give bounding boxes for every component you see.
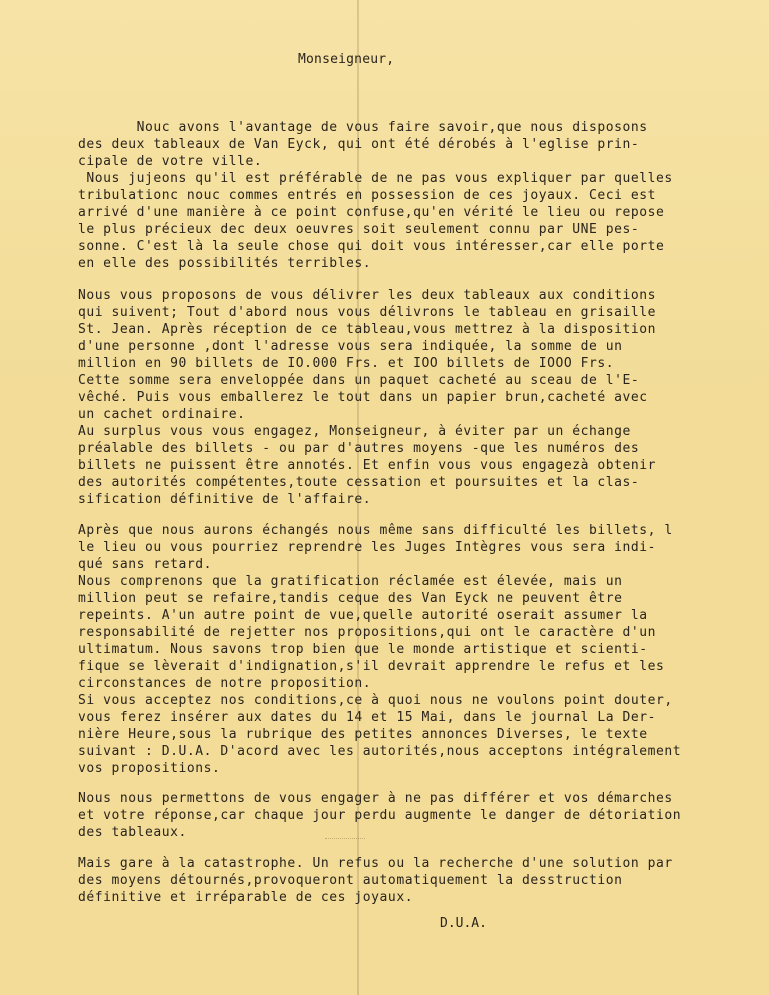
letter-line: le plus précieux dec deux oeuvres soit seulement connu par UNE pes-: [78, 222, 640, 237]
letter-line: sification définitive de l'affaire.: [78, 492, 372, 507]
letter-line: Cette somme sera enveloppée dans un paquet cacheté au sceau de l'E-: [78, 373, 640, 388]
letter-line: Nous comprenons que la gratification réclamée est élevée, mais un: [78, 574, 623, 589]
letter-line: des moyens détournés,provoqueront automatiquement la desstruction: [78, 873, 623, 888]
letter-line: définitive et irréparable de ces joyaux.: [78, 890, 414, 905]
letter-line: Nous vous proposons de vous délivrer les deux tableaux aux conditions: [78, 288, 656, 303]
letter-signature: D.U.A.: [440, 916, 487, 931]
letter-line: fique se lèverait d'indignation,s'il devrait apprendre le refus et les: [78, 659, 665, 674]
letter-line: suivant : D.U.A. D'acord avec les autorités,nous acceptons intégralement: [78, 744, 682, 759]
letter-line: billets ne puissent être annotés. Et enfin vous vous engagezà obtenir: [78, 458, 656, 473]
letter-line: nière Heure,sous la rubrique des petites annonces Diverses, le texte: [78, 727, 648, 742]
letter-line: d'une personne ,dont l'adresse vous sera indiquée, la somme de un: [78, 339, 623, 354]
letter-line: tribulationc nouc commes entrés en possession de ces joyaux. Ceci est: [78, 188, 656, 203]
letter-salutation: Monseigneur,: [298, 52, 395, 67]
letter-line: des tableaux.: [78, 825, 187, 840]
letter-line: des deux tableaux de Van Eyck, qui ont été dérobés à l'eglise prin-: [78, 137, 640, 152]
letter-line: Nouc avons l'avantage de vous faire savoir,que nous disposons: [78, 120, 648, 135]
letter-line: arrivé d'une manière à ce point confuse,qu'en vérité le lieu ou repose: [78, 205, 665, 220]
letter-line: qué sans retard.: [78, 557, 213, 572]
letter-line: sonne. C'est là la seule chose qui doit vous intéresser,car elle porte: [78, 239, 665, 254]
letter-line: ultimatum. Nous savons trop bien que le monde artistique et scienti-: [78, 642, 648, 657]
letter-line: circonstances de notre proposition.: [78, 676, 372, 691]
letter-line: responsabilité de rejetter nos propositions,qui ont le caractère d'un: [78, 625, 656, 640]
letter-line: un cachet ordinaire.: [78, 407, 246, 422]
letter-line: Après que nous aurons échangés nous même sans difficulté les billets, l: [78, 523, 673, 538]
letter-line: Si vous acceptez nos conditions,ce à quoi nous ne voulons point douter,: [78, 693, 673, 708]
letter-line: le lieu ou vous pourriez reprendre les Juges Intègres vous sera indi-: [78, 540, 656, 555]
letter-line: vos propositions.: [78, 761, 221, 776]
letter-line: qui suivent; Tout d'abord nous vous délivrons le tableau en grisaille: [78, 305, 656, 320]
letter-line: et votre réponse,car chaque jour perdu augmente le danger de détoriation: [78, 808, 682, 823]
letter-line: vêché. Puis vous emballerez le tout dans un papier brun,cacheté avec: [78, 390, 648, 405]
letter-line: Nous nous permettons de vous engager à ne pas différer et vos démarches: [78, 791, 673, 806]
letter-line: St. Jean. Après réception de ce tableau,vous mettrez à la disposition: [78, 322, 656, 337]
letter-line: cipale de votre ville.: [78, 154, 263, 169]
letter-line: vous ferez insérer aux dates du 14 et 15 Mai, dans le journal La Der-: [78, 710, 656, 725]
letter-line: Nous jujeons qu'il est préférable de ne pas vous expliquer par quelles: [78, 171, 673, 186]
letter-line: préalable des billets - ou par d'autres moyens -que les numéros des: [78, 441, 640, 456]
faint-stamp-mark: [325, 838, 365, 845]
letter-line: repeints. A'un autre point de vue,quelle autorité oserait assumer la: [78, 608, 648, 623]
letter-line: million en 90 billets de IO.000 Frs. et IOO billets de IOOO Frs.: [78, 356, 615, 371]
letter-line: en elle des possibilités terribles.: [78, 256, 372, 271]
letter-line: Au surplus vous vous engagez, Monseigneur, à éviter par un échange: [78, 424, 631, 439]
letter-line: des autorités compétentes,toute cessation et poursuites et la clas-: [78, 475, 640, 490]
letter-line: Mais gare à la catastrophe. Un refus ou la recherche d'une solution par: [78, 856, 673, 871]
letter-line: million peut se refaire,tandis ceque des Van Eyck ne peuvent être: [78, 591, 623, 606]
